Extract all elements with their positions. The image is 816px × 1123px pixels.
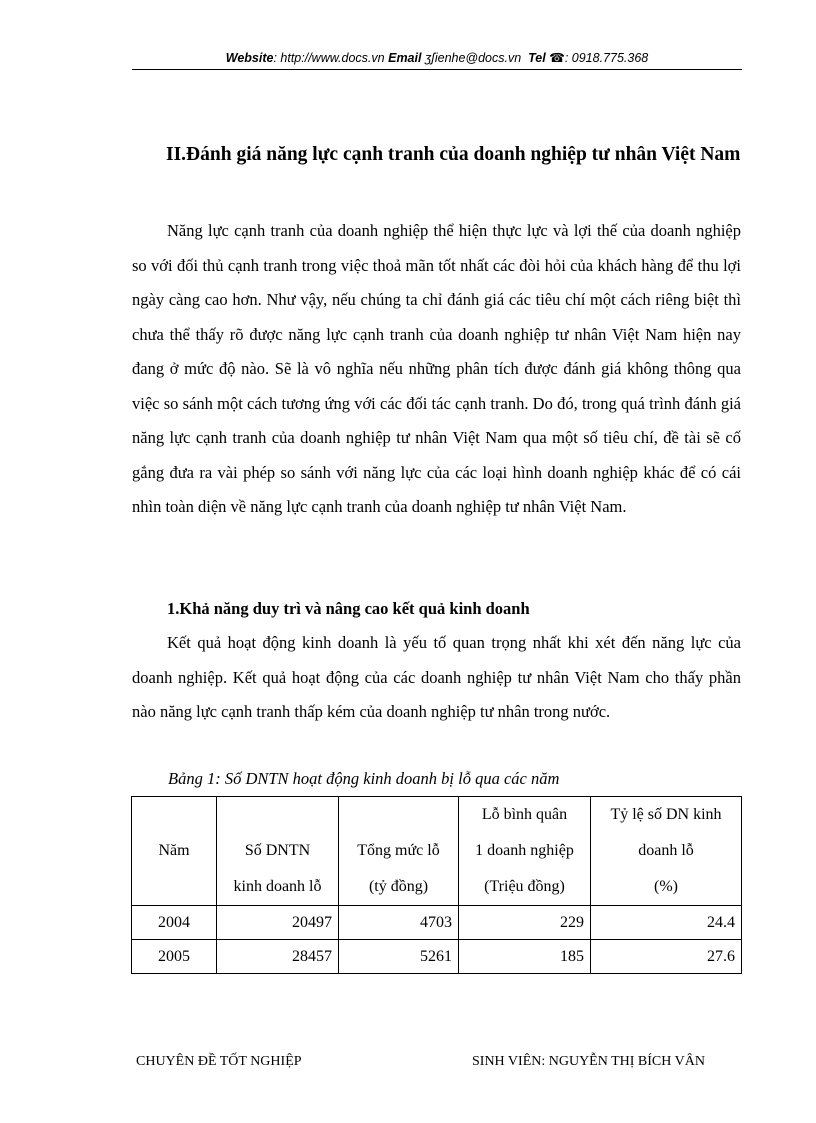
- subheading-business-results: 1.Khả năng duy trì và nâng cao kết quả kinh doanh: [167, 599, 530, 618]
- table-cell: 24.4: [591, 906, 742, 940]
- table-cell: 28457: [217, 940, 339, 974]
- website-label: Website: [225, 51, 274, 65]
- table-cell: 5261: [339, 940, 459, 974]
- section-title: II.Đánh giá năng lực cạnh tranh của doanh nghiệp tư nhân Việt Nam: [166, 144, 741, 165]
- header-cell-avg-loss: Lỗ bình quân 1 doanh nghiệp (Triệu đồng): [459, 797, 591, 906]
- page-header: [132, 50, 742, 70]
- footer-student-name: SINH VIÊN: NGUYỄN THỊ BÍCH VÂN: [472, 1054, 705, 1069]
- header-cell-loss-rate: Tỷ lệ số DN kinh doanh lỗ (%): [591, 797, 742, 906]
- table-cell: 27.6: [591, 940, 742, 974]
- table-header-row: [132, 797, 742, 906]
- results-paragraph: Kết quả hoạt động kinh doanh là yếu tố quan trọng nhất khi xét đến năng lực của doanh nghiệp. Kết quả hoạt động của các doanh nghiệp tư nhân Việt Nam cho thấy phần nào năng lực cạnh tranh thấp kém của doanh nghiệp tư nhân trong nước.: [132, 633, 741, 721]
- tel-label: Tel: [528, 51, 546, 65]
- table-cell: 4703: [339, 906, 459, 940]
- footer-thesis-label: CHUYÊN ĐỀ TỐT NGHIỆP: [136, 1054, 302, 1069]
- table-cell: 2005: [132, 940, 217, 974]
- email-value[interactable]: ʒʃienhe@docs.vn: [424, 51, 522, 65]
- header-cell-year: Năm: [132, 797, 217, 906]
- header-cell-loss-count: Số DNTN kinh doanh lỗ: [217, 797, 339, 906]
- loss-table: [131, 796, 742, 974]
- table-caption: Bảng 1: Số DNTN hoạt động kinh doanh bị lỗ qua các năm: [168, 769, 560, 788]
- table-cell: 229: [459, 906, 591, 940]
- header-cell-total-loss: Tổng mức lỗ (tỷ đồng): [339, 797, 459, 906]
- table-row: [132, 940, 742, 974]
- phone-icon: ☎: [549, 51, 565, 65]
- website-url[interactable]: : http://www.docs.vn: [273, 51, 385, 65]
- table-row: [132, 906, 742, 940]
- table-cell: 20497: [217, 906, 339, 940]
- table-cell: 2004: [132, 906, 217, 940]
- intro-paragraph: Năng lực cạnh tranh của doanh nghiệp thể hiện thực lực và lợi thế của doanh nghiệp so với đối thủ cạnh tranh trong việc thoả mãn tốt nhất các đòi hỏi của khách hàng để thu lợi ngày càng cao hơn. Như vậy, nếu chúng ta chỉ đánh giá các tiêu chí một cách riêng biệt thì chưa thể thấy rõ được năng lực cạnh tranh của doanh nghiệp tư nhân Việt Nam hiện nay đang ở mức độ nào. Sẽ là vô nghĩa nếu những phân tích được đánh giá không thông qua việc so sánh một cách tương ứng với các đối tác cạnh tranh. Do đó, trong quá trình đánh giá năng lực cạnh tranh của doanh nghiệp tư nhân Việt Nam qua một số tiêu chí, đề tài sẽ cố gắng đưa ra vài phép so sánh với năng lực của các loại hình doanh nghiệp khác để có cái nhìn toàn diện về năng lực cạnh tranh của doanh nghiệp tư nhân Việt Nam.: [132, 221, 741, 516]
- table-cell: 185: [459, 940, 591, 974]
- tel-value: : 0918.775.368: [564, 51, 649, 65]
- email-label: Email: [388, 51, 422, 65]
